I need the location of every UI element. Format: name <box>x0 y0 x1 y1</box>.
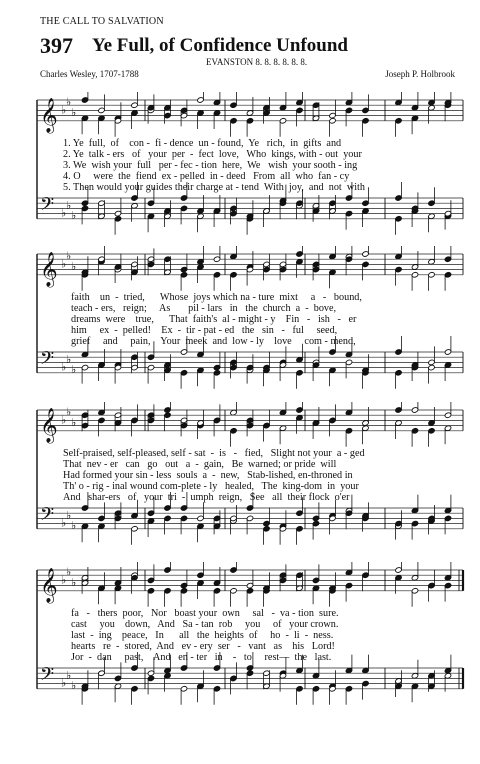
lyric-line: 4. O were the fiend ex - pelled in - deed From all who fan - cy <box>63 171 350 182</box>
bass-clef-icon: 𝄢 <box>40 664 55 690</box>
flat-icon: ♭ <box>66 668 72 682</box>
lyric-line: grief and pain, Your meek and low - ly love com - mend, <box>71 336 356 347</box>
flat-icon: ♭ <box>71 576 77 589</box>
flat-icon: ♭ <box>66 249 72 263</box>
flat-icon: ♭ <box>66 405 72 419</box>
lyric-line: last - ing peace, In all the heights of ho - li - ness. <box>71 630 334 641</box>
lyric-line: Th' o - rig - inal wound com-plete - ly healed, The king-dom in your <box>63 481 359 492</box>
lyric-line: hearts re - stored, And ev - ery ser - vant as his Lord! <box>71 641 335 652</box>
treble-clef-icon: 𝄞 <box>40 251 58 287</box>
lyric-line: dreams were true, That faith's al - might - y Fin - ish - er <box>71 314 357 325</box>
bass-clef-icon: 𝄢 <box>40 348 55 374</box>
lyric-line: fa - thers poor, Nor boast your own sal - va - tion sure. <box>71 608 339 619</box>
lyric-line: 5. Then would your guides their charge at - tend With joy, and not with <box>63 182 365 193</box>
lyric-line: 1. Ye full, of con - fi - dence un - found, Ye rich, in gifts and <box>63 138 342 149</box>
bass-clef-icon: 𝄢 <box>40 504 55 530</box>
flat-icon: ♭ <box>66 352 72 366</box>
flat-icon: ♭ <box>61 516 67 530</box>
flat-icon: ♭ <box>61 413 67 427</box>
treble-clef-icon: 𝄞 <box>40 97 58 133</box>
flat-icon: ♭ <box>61 676 67 690</box>
treble-clef-icon: 𝄞 <box>40 567 58 603</box>
flat-icon: ♭ <box>71 363 77 377</box>
flat-icon: ♭ <box>71 209 77 223</box>
flat-icon: ♭ <box>61 573 67 587</box>
flat-icon: ♭ <box>71 416 77 429</box>
flat-icon: ♭ <box>71 519 77 533</box>
flat-icon: ♭ <box>66 95 72 109</box>
section-heading: THE CALL TO SALVATION <box>40 16 164 27</box>
hymn-number: 397 <box>40 33 73 58</box>
flat-icon: ♭ <box>66 565 72 579</box>
flat-icon: ♭ <box>61 103 67 117</box>
bass-clef-icon: 𝄢 <box>40 194 55 220</box>
flat-icon: ♭ <box>71 679 77 693</box>
lyric-line: Self-praised, self-pleased, self - sat - is - fied, Slight not your a - ged <box>63 448 365 459</box>
lyric-line: 3. We wish your full per - fec - tion here, We wish your sooth - ing <box>63 160 358 171</box>
music-system-4 <box>35 562 465 712</box>
music-system-3 <box>35 402 465 552</box>
composer-credit: Joseph P. Holbrook <box>385 69 455 79</box>
flat-icon: ♭ <box>71 260 77 273</box>
flat-icon: ♭ <box>61 206 67 220</box>
lyric-line: cast you down, And Sa - tan rob you of your crown. <box>71 619 339 630</box>
flat-icon: ♭ <box>61 257 67 271</box>
flat-icon: ♭ <box>61 360 67 374</box>
lyric-line: Jor - dan past, And en - ter in - to rest— the last. <box>71 652 332 663</box>
flat-icon: ♭ <box>71 106 77 119</box>
hymn-title: Ye Full, of Confidence Unfound <box>92 35 348 56</box>
flat-icon: ♭ <box>66 198 72 212</box>
lyric-line: And shar-ers of your tri - umph reign, See all their flock o'er <box>63 492 350 503</box>
lyric-line: him ex - pelled! Ex - tir - pat - ed the sin - ful seed, <box>71 325 338 336</box>
flat-icon: ♭ <box>66 508 72 522</box>
lyric-line: teach - ers, reign; As pil - lars in the church a - bove, <box>71 303 337 314</box>
lyric-line: faith un - tried, Whose joys which na - ture mixt a - bound, <box>71 292 362 303</box>
tune-meter: EVANSTON 8. 8. 8. 8. 8. 8. <box>206 57 308 67</box>
lyric-line: Had formed your sin - less souls a - new, Stab-lished, en-throned in <box>63 470 353 481</box>
lyric-line: 2. Ye talk - ers of your per - fect love, Who kings, with - out your <box>63 149 362 160</box>
lyric-line: That nev - er can go out a - gain, Be warned; or pride will <box>63 459 337 470</box>
music-system-1 <box>35 92 465 242</box>
treble-clef-icon: 𝄞 <box>40 407 58 443</box>
author-credit: Charles Wesley, 1707-1788 <box>40 69 139 79</box>
music-system-2 <box>35 246 465 396</box>
